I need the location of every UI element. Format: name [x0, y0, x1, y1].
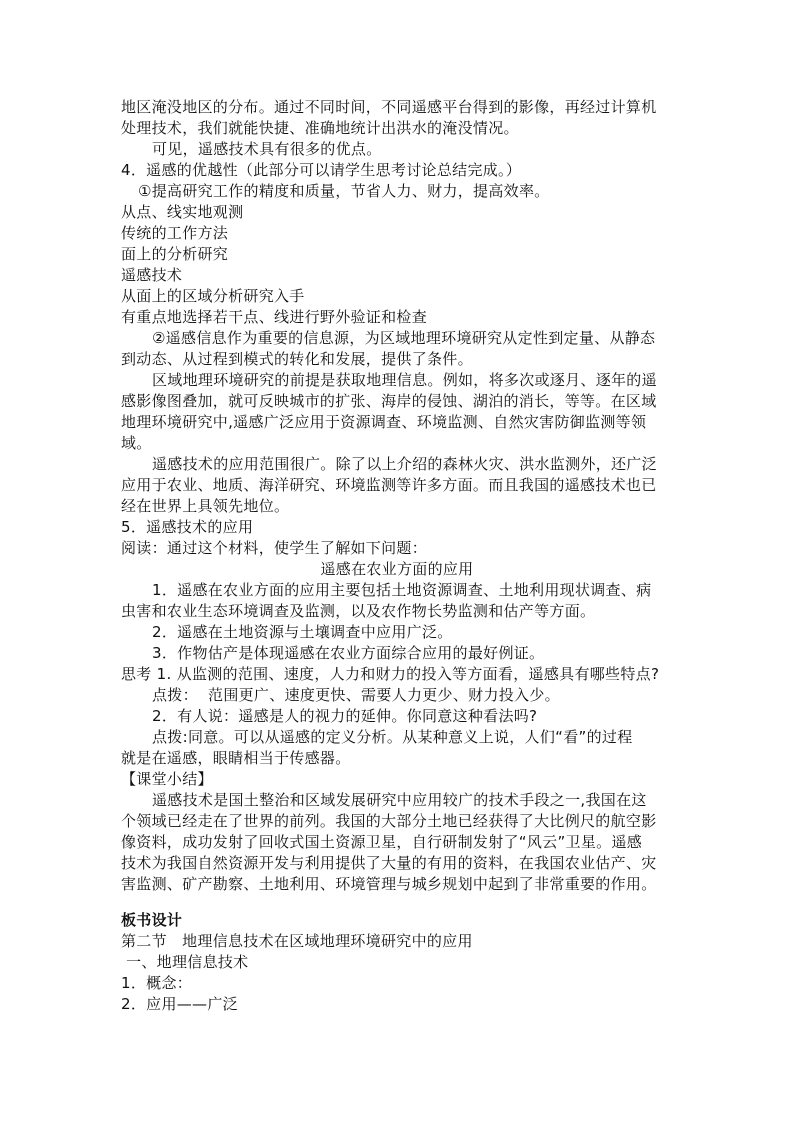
list-item: 3．作物估产是体现遥感在农业方面综合应用的最好例证。 — [152, 644, 545, 662]
board-line: 1．概念： — [121, 974, 193, 992]
diagram-text: 从面上的区域分析研究入手 — [121, 287, 305, 305]
board-line: 2．应用——广泛 — [121, 995, 238, 1013]
list-item: ②遥感信息作为重要的信息源，为区域地理环境研究从定性到定量、从静态 — [152, 329, 656, 347]
board-design-heading: 板书设计 — [121, 911, 183, 929]
paragraph-line: 遥感技术的应用范围很广。除了以上介绍的森林火灾、洪水监测外，还广泛 — [152, 455, 657, 473]
question-line: 思考 1. 从监测的范围、速度，人力和财力的投入等方面看，遥感具有哪些特点? — [121, 665, 660, 683]
section-heading: 【课堂小结】 — [121, 770, 213, 788]
diagram-text: 传统的工作方法 — [121, 224, 229, 242]
paragraph-line: 应用于农业、地质、海洋研究、环境监测等许多方面。而且我国的遥感技术也已 — [121, 476, 657, 494]
list-item: 2．遥感在土地资源与土壤调查中应用广泛。 — [152, 623, 453, 641]
diagram-text: 面上的分析研究 — [121, 245, 229, 263]
board-line: 第二节 地理信息技术在区域地理环境研究中的应用 — [121, 932, 473, 950]
board-line: 一、地理信息技术 — [121, 953, 249, 971]
paragraph-line: 地理环境研究中,遥感广泛应用于资源调查、环境监测、自然灾害防御监测等领 — [121, 413, 647, 431]
diagram-text: 有重点地选择若干点、线进行野外验证和检查 — [121, 308, 428, 326]
answer-line: 点拨： 范围更广、速度更快、需要人力更少、财力投入少。 — [152, 686, 560, 704]
list-item: 1．遥感在农业方面的应用主要包括土地资源调查、土地利用现状调查、病 — [152, 581, 652, 599]
reading-title: 遥感在农业方面的应用 — [320, 560, 474, 578]
list-item: ①提高研究工作的精度和质量，节省人力、财力，提高效率。 — [138, 182, 550, 200]
summary-line: 像资料，成功发射了回收式国土资源卫星，自行研制发射了“风云”卫星。遥感 — [121, 833, 643, 851]
summary-line: 遥感技术是国土整治和区域发展研究中应用较广的技术手段之一,我国在这 — [152, 791, 647, 809]
paragraph-line: 经在世界上具领先地位。 — [121, 497, 290, 515]
answer-line: 点拨:同意。可以从遥感的定义分析。从某种意义上说，人们“看”的过程 — [152, 728, 633, 746]
diagram-text: 从点、线实地观测 — [121, 203, 244, 221]
summary-line: 技术为我国自然资源开发与利用提供了大量的有用的资料，在我国农业估产、灾 — [121, 854, 657, 872]
paragraph-line: 到动态、从过程到模式的转化和发展，提供了条件。 — [121, 350, 473, 368]
summary-line: 个领域已经走在了世界的前列。我国的大部分土地已经获得了大比例尺的航空影 — [121, 812, 657, 830]
summary-line: 害监测、矿产勘察、土地利用、环境管理与城乡规划中起到了非常重要的作用。 — [121, 875, 657, 893]
paragraph-line: 处理技术，我们就能快捷、准确地统计出洪水的淹没情况。 — [121, 119, 519, 137]
paragraph-line: 虫害和农业生态环境调查及监测，以及农作物长势监测和估产等方面。 — [121, 602, 596, 620]
paragraph-line: 感影像图叠加，就可反映城市的扩张、海岸的侵蚀、湖泊的消长，等等。在区域 — [121, 392, 657, 410]
question-line: 2．有人说：遥感是人的视力的延伸。你同意这种看法吗? — [152, 707, 538, 725]
diagram-text: 遥感技术 — [121, 266, 183, 284]
answer-line: 就是在遥感，眼睛相当于传感器。 — [121, 749, 351, 767]
paragraph-line: 阅读：通过这个材料，使学生了解如下问题： — [121, 539, 428, 557]
paragraph-line: 区域地理环境研究的前提是获取地理信息。例如，将多次或逐月、逐年的遥 — [152, 371, 657, 389]
paragraph-line: 可见，遥感技术具有很多的优点。 — [152, 140, 382, 158]
section-heading: 4．遥感的优越性（此部分可以请学生思考讨论总结完成。） — [121, 161, 522, 179]
paragraph-line: 域。 — [121, 434, 152, 452]
section-heading: 5．遥感技术的应用 — [121, 518, 254, 536]
paragraph-line: 地区淹没地区的分布。通过不同时间，不同遥感平台得到的影像，再经过计算机 — [121, 98, 657, 116]
